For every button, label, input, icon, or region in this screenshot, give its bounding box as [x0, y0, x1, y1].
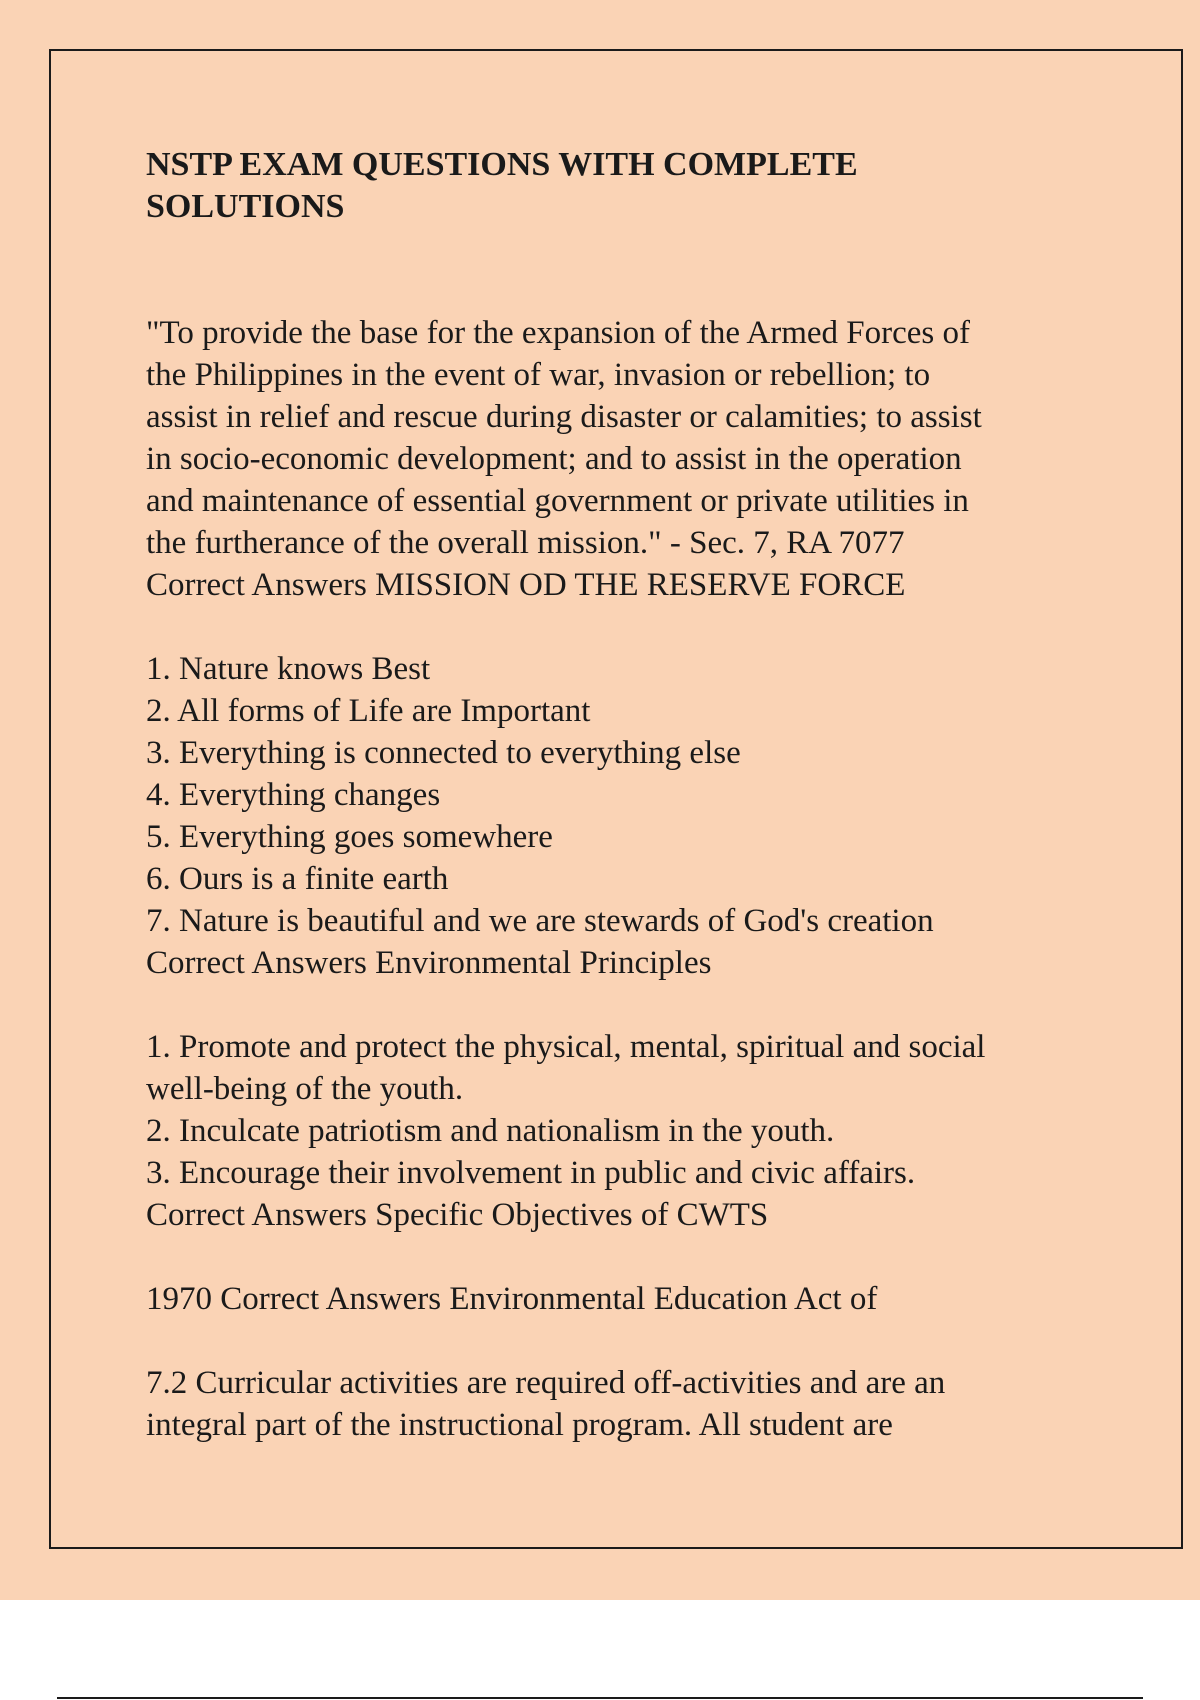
list-item: 1. Promote and protect the physical, mental, spiritual and social	[146, 1029, 986, 1065]
list-item: 4. Everything changes	[146, 777, 441, 813]
text-line: "To provide the base for the expansion of the Armed Forces of	[146, 315, 971, 351]
title-line: NSTP EXAM QUESTIONS WITH COMPLETE	[146, 146, 858, 183]
footer-divider	[57, 1697, 1143, 1699]
list-item: 7. Nature is beautiful and we are stewards of God's creation	[146, 903, 934, 939]
list-item: 1. Nature knows Best	[146, 651, 431, 687]
text-line: 7.2 Curricular activities are required off-activities and are an	[146, 1365, 946, 1401]
list-item: 3. Everything is connected to everything else	[146, 735, 741, 771]
qa-entry-environmental-principles	[146, 648, 1086, 984]
list-item: 5. Everything goes somewhere	[146, 819, 553, 855]
qa-entry-environmental-education-act	[146, 1278, 1086, 1320]
qa-entry-curricular-activities	[146, 1362, 1086, 1446]
text-line: and maintenance of essential government or private utilities in	[146, 483, 969, 519]
qa-entry-reserve-force-mission	[146, 312, 1086, 606]
list-item: 3. Encourage their involvement in public and civic affairs.	[146, 1155, 916, 1191]
text-line: integral part of the instructional program. All student are	[146, 1407, 893, 1443]
list-item: well-being of the youth.	[146, 1071, 464, 1107]
answer-line: Correct Answers Environmental Principles	[146, 945, 712, 981]
text-line: the furtherance of the overall mission." - Sec. 7, RA 7077	[146, 525, 905, 561]
list-item: 6. Ours is a finite earth	[146, 861, 449, 897]
text-line: assist in relief and rescue during disaster or calamities; to assist	[146, 399, 982, 435]
list-item: 2. Inculcate patriotism and nationalism in the youth.	[146, 1113, 835, 1149]
document-body	[146, 144, 1086, 1446]
text-line: the Philippines in the event of war, invasion or rebellion; to	[146, 357, 931, 393]
answer-line: Correct Answers MISSION OD THE RESERVE FORCE	[146, 567, 906, 603]
text-line: in socio-economic development; and to assist in the operation	[146, 441, 962, 477]
list-item: 2. All forms of Life are Important	[146, 693, 591, 729]
document-title	[146, 144, 1086, 228]
answer-line: 1970 Correct Answers Environmental Education Act of	[146, 1281, 878, 1317]
qa-entry-cwts-objectives	[146, 1026, 1086, 1236]
title-line: SOLUTIONS	[146, 188, 345, 225]
answer-line: Correct Answers Specific Objectives of CWTS	[146, 1197, 769, 1233]
